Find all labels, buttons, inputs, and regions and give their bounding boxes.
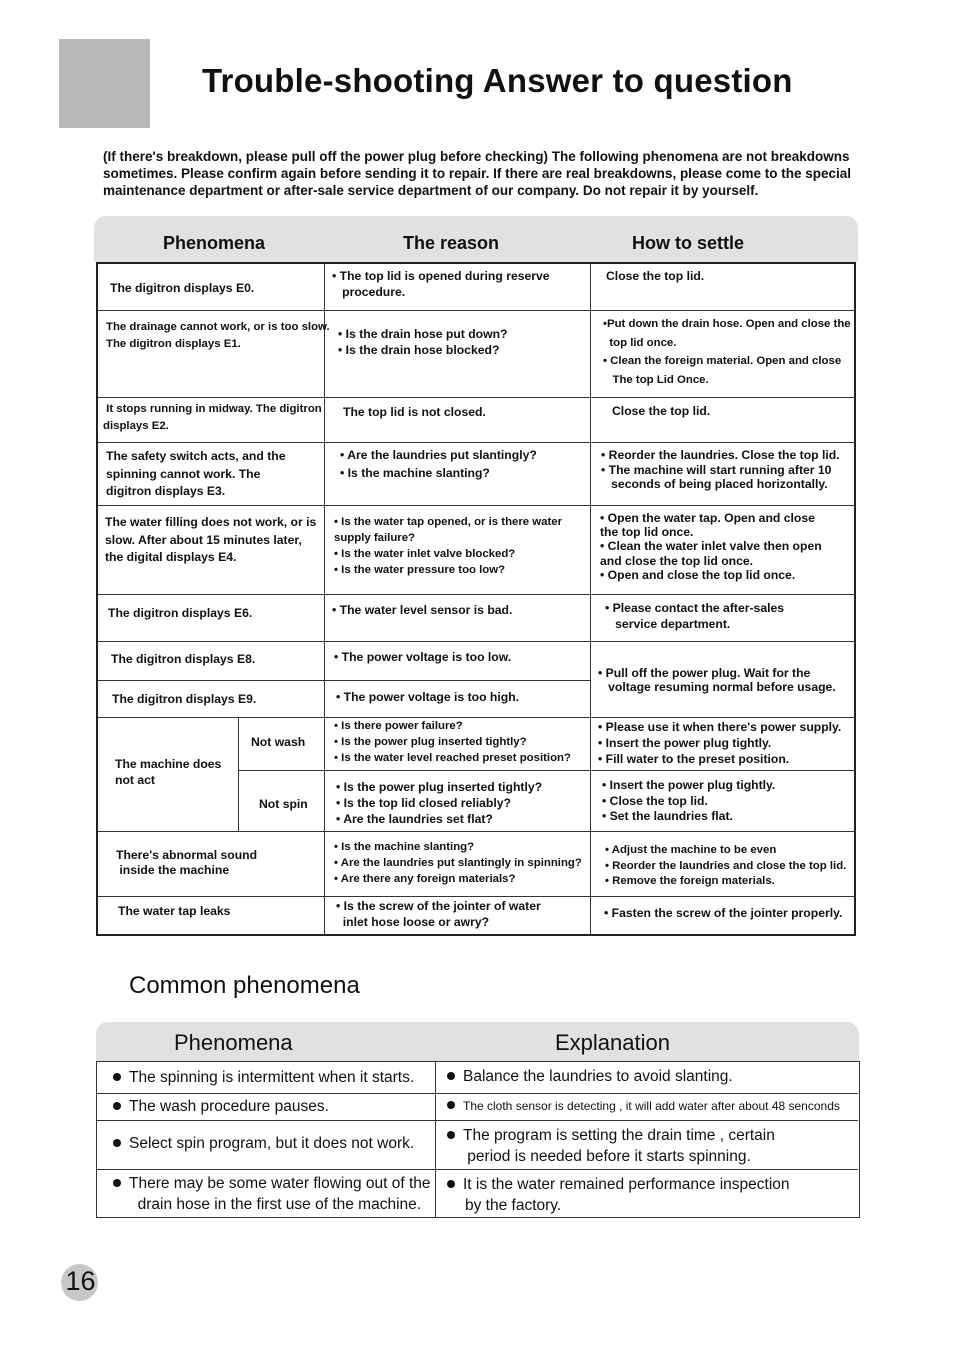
common-explanation-cell <box>447 1096 840 1117</box>
settle-cell <box>598 666 836 694</box>
cell-line: • Is there power failure? <box>334 720 463 732</box>
cell-line: • Remove the foreign materials. <box>605 875 775 887</box>
col-divider <box>435 1062 436 1217</box>
common-phenomena-cell <box>113 1096 329 1117</box>
settle-cell <box>600 511 822 582</box>
cell-line: • Is the power plug inserted tightly? <box>334 736 527 748</box>
settle-cell <box>604 906 842 922</box>
reason-cell <box>334 839 582 887</box>
common-phenomena-cell <box>113 1133 414 1154</box>
phenomena-cell <box>106 319 330 353</box>
cell-line: • Open the water tap. Open and close <box>600 511 815 525</box>
cell-line: service department. <box>605 617 731 631</box>
bullet-icon <box>447 1180 455 1188</box>
cell-line: • Are the laundries set flat? <box>336 812 493 826</box>
cell-line: The program is setting the drain time , certain <box>463 1127 775 1144</box>
col-divider <box>324 264 325 936</box>
sub-phenomena-not-spin <box>259 797 308 813</box>
cell-line: • The power voltage is too high. <box>336 690 520 704</box>
cell-line: the top lid once. <box>600 525 694 540</box>
common-explanation-cell <box>447 1174 790 1216</box>
bullet-icon <box>113 1139 121 1147</box>
cell-line: • Set the laundries flat. <box>602 809 733 823</box>
common-explanation-cell <box>447 1125 775 1167</box>
settle-cell <box>606 269 704 285</box>
reason-cell <box>334 650 511 666</box>
phenomena-cell <box>106 448 285 501</box>
phenomena-cell <box>105 514 316 567</box>
cell-line: and close the top lid once. <box>600 553 754 568</box>
settle-cell <box>605 843 846 890</box>
cell-line: The drainage cannot work, or is too slow. <box>106 321 330 333</box>
cell-line: • Is the machine slanting? <box>334 841 475 853</box>
reason-cell <box>338 327 507 358</box>
sub-phenomena-not-wash <box>251 735 305 751</box>
cell-line: • Reorder the laundries and close the top lid. <box>605 859 847 872</box>
row-divider <box>98 896 856 897</box>
cell-line: Close the top lid. <box>606 269 705 283</box>
row-divider <box>98 505 856 506</box>
header-reason: The reason <box>403 233 500 253</box>
bullet-icon <box>113 1102 121 1110</box>
cell-line: • Clean the water inlet valve then open <box>600 539 822 554</box>
row-divider <box>98 594 856 595</box>
cell-line: • Insert the power plug tightly. <box>602 778 776 792</box>
reason-cell <box>332 603 512 619</box>
cell-line: period is needed before it starts spinning. <box>463 1148 751 1165</box>
header-phenomena: Phenomena <box>174 1030 293 1055</box>
settle-cell <box>605 600 784 632</box>
cell-line: The digitron displays E9. <box>112 692 257 706</box>
cell-line: • Is the drain hose put down? <box>338 327 508 341</box>
cell-line: • Open and close the top lid once. <box>600 567 796 582</box>
cell-line: The top lid is not closed. <box>343 405 486 419</box>
cell-line: The wash procedure pauses. <box>129 1098 329 1115</box>
row-divider <box>98 310 856 311</box>
cell-line: • Is the machine slanting? <box>340 466 490 480</box>
cell-line: drain hose in the first use of the machine. <box>129 1196 422 1213</box>
cell-line: The spinning is intermittent when it starts. <box>129 1069 415 1086</box>
bullet-icon <box>447 1101 455 1109</box>
common-table <box>96 1061 860 1218</box>
cell-line: voltage resuming normal before usage. <box>598 680 836 694</box>
cell-line: inlet hose loose or awry? <box>336 915 490 929</box>
common-table-header <box>96 1022 859 1062</box>
header-settle: How to settle <box>632 233 745 253</box>
cell-line: • The top lid is opened during reserve <box>332 269 550 283</box>
page-number: 16 <box>65 1266 96 1296</box>
intro-line: sometimes. Please confirm again before sending it to repair. If there are real breakdowns, please come to the special <box>103 166 852 181</box>
cell-line: • Are the laundries put slantingly? <box>340 448 537 462</box>
settle-cell <box>603 315 851 389</box>
cell-line: The water filling does not work, or is <box>105 515 317 529</box>
common-phenomena-cell <box>113 1173 431 1215</box>
cell-line: The water tap leaks <box>118 904 231 918</box>
cell-line: The digitron displays E8. <box>111 652 256 666</box>
row-divider <box>97 1169 858 1170</box>
phenomena-cell <box>118 904 230 920</box>
section-title-common: Common phenomena <box>129 972 360 999</box>
cell-line: • Is the drain hose blocked? <box>338 342 500 357</box>
cell-line: supply failure? <box>334 532 416 544</box>
cell-line: The cloth sensor is detecting , it will add water after about 48 senconds <box>463 1099 840 1113</box>
phenomena-cell <box>112 692 256 708</box>
trouble-table <box>96 262 856 936</box>
cell-line: It stops running in midway. The digitron <box>103 403 322 415</box>
cell-line: displays E2. <box>103 420 169 432</box>
cell-line: The top Lid Once. <box>603 373 709 386</box>
cell-line: • Is the water pressure too low? <box>334 564 506 576</box>
cell-line: Balance the laundries to avoid slanting. <box>463 1068 733 1085</box>
bullet-icon <box>447 1072 455 1080</box>
reason-cell <box>336 779 542 827</box>
cell-line: not act <box>115 773 155 787</box>
cell-line: The machine does <box>115 757 222 771</box>
cell-line: • Are there any foreign materials? <box>334 873 516 885</box>
bullet-icon <box>447 1131 455 1139</box>
header-explanation: Explanation <box>555 1030 670 1055</box>
cell-line: • Please contact the after-sales <box>605 601 785 615</box>
phenomena-cell <box>110 281 254 297</box>
common-explanation-cell <box>447 1066 733 1087</box>
cell-line: the digital displays E4. <box>105 550 237 564</box>
reason-cell <box>334 514 562 578</box>
cell-line: Close the top lid. <box>612 404 711 418</box>
intro-paragraph <box>103 148 893 199</box>
cell-line: slow. After about 15 minutes later, <box>105 532 302 547</box>
row-divider <box>97 1093 858 1094</box>
row-divider <box>98 641 856 642</box>
settle-cell <box>598 719 841 767</box>
cell-line: • Clean the foreign material. Open and close <box>603 355 842 367</box>
cell-line: Not wash <box>251 735 306 749</box>
header-gray-block <box>59 39 150 128</box>
row-divider <box>98 831 856 832</box>
row-divider <box>98 680 590 681</box>
cell-line: • Is the screw of the jointer of water <box>336 899 541 913</box>
settle-cell <box>612 404 710 420</box>
phenomena-cell <box>103 401 322 435</box>
row-divider <box>98 442 856 443</box>
common-phenomena-cell <box>113 1067 414 1088</box>
reason-cell <box>343 405 486 421</box>
cell-line: • Is the water tap opened, or is there water <box>334 516 563 528</box>
cell-line: There may be some water flowing out of the <box>129 1175 431 1192</box>
cell-line: • Close the top lid. <box>602 793 708 808</box>
reason-cell <box>340 446 537 482</box>
phenomena-cell <box>108 606 252 622</box>
cell-line: seconds of being placed horizontally. <box>601 477 828 491</box>
reason-cell <box>332 269 550 300</box>
cell-line: • Is the water inlet valve blocked? <box>334 548 516 560</box>
cell-line: • Fill water to the preset position. <box>598 752 790 766</box>
intro-line: (If there's breakdown, please pull off the power plug before checking) The following phenomena are not breakdowns <box>103 149 850 164</box>
cell-line: It is the water remained performance inspection <box>463 1176 790 1193</box>
page-title: Trouble-shooting Answer to question <box>202 62 793 99</box>
phenomena-cell <box>115 756 221 788</box>
col-divider <box>590 264 591 936</box>
cell-line: The digitron displays E6. <box>108 606 253 620</box>
cell-line: • Fasten the screw of the jointer properly. <box>604 906 843 920</box>
cell-line: •Put down the drain hose. Open and close the <box>603 318 851 330</box>
cell-line: procedure. <box>332 284 406 299</box>
cell-line: Not spin <box>259 797 308 811</box>
cell-line: • The power voltage is too low. <box>334 650 512 664</box>
cell-line: • Is the power plug inserted tightly? <box>336 780 543 794</box>
cell-line: by the factory. <box>465 1197 562 1214</box>
header-phenomena: Phenomena <box>163 233 266 253</box>
settle-cell <box>601 448 840 492</box>
bullet-icon <box>113 1179 121 1187</box>
reason-cell <box>336 898 541 930</box>
row-divider <box>97 1120 858 1121</box>
settle-cell <box>602 778 775 825</box>
cell-line: • Please use it when there's power supply. <box>598 720 842 734</box>
cell-line: The digitron displays E1. <box>106 338 241 350</box>
cell-line: • Insert the power plug tightly. <box>598 736 772 750</box>
phenomena-cell <box>111 652 255 668</box>
phenomena-cell <box>116 848 257 878</box>
cell-line: spinning cannot work. The <box>106 466 261 481</box>
cell-line: • Reorder the laundries. Close the top lid. <box>601 448 840 462</box>
intro-line: maintenance department or after-sale service department of our company. Do not repair it by yourself. <box>103 183 759 198</box>
cell-line: The digitron displays E0. <box>110 281 255 295</box>
cell-line: inside the machine <box>116 863 230 877</box>
cell-line: • Is the water level reached preset position? <box>334 752 571 764</box>
bullet-icon <box>113 1073 121 1081</box>
row-divider <box>238 770 856 771</box>
cell-line: • The water level sensor is bad. <box>332 603 513 617</box>
cell-line: • The machine will start running after 10 <box>601 462 832 477</box>
cell-line: The safety switch acts, and the <box>106 449 286 463</box>
cell-line: There's abnormal sound <box>116 848 258 862</box>
cell-line: • Adjust the machine to be even <box>605 844 777 856</box>
cell-line: top lid once. <box>603 336 677 349</box>
cell-line: • Are the laundries put slantingly in spinning? <box>334 857 582 869</box>
cell-line: • Is the top lid closed reliably? <box>336 796 511 810</box>
cell-line: • Pull off the power plug. Wait for the <box>598 666 811 680</box>
cell-line: Select spin program, but it does not work. <box>129 1135 415 1152</box>
cell-line: digitron displays E3. <box>106 484 226 498</box>
trouble-table-header <box>94 216 858 262</box>
col-divider <box>238 717 239 831</box>
reason-cell <box>334 718 571 766</box>
row-divider <box>98 397 856 398</box>
reason-cell <box>336 690 519 706</box>
